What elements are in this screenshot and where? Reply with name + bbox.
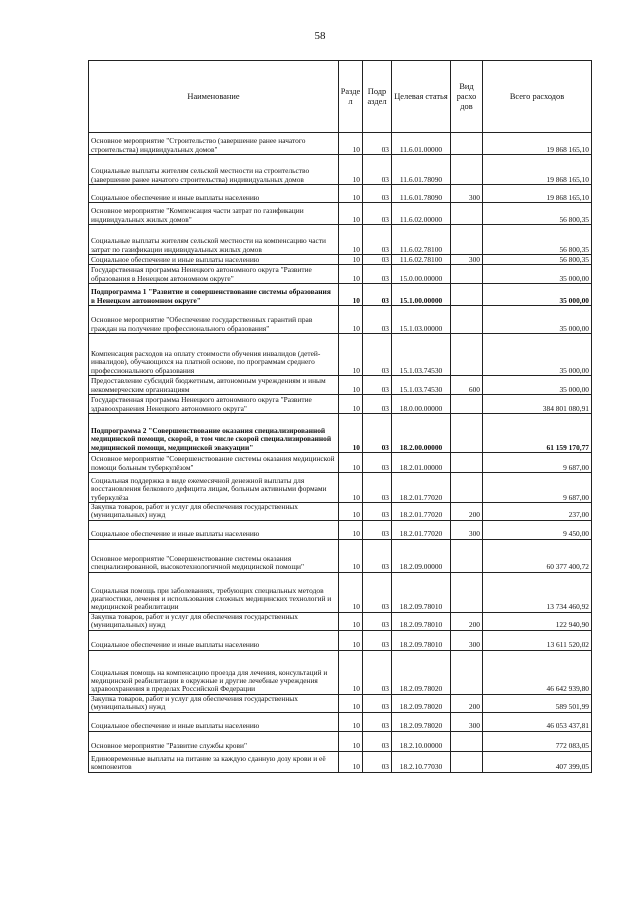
header-target: Целевая статья	[392, 61, 451, 133]
row-amount-cell: 35 000,00	[483, 306, 592, 334]
table-row	[89, 453, 592, 473]
row-target-cell: 15.0.00.00000	[392, 265, 451, 284]
row-section-cell: 10	[339, 185, 363, 203]
row-amount-cell: 122 940,90	[483, 612, 592, 630]
table-row	[89, 265, 592, 284]
row-kind-cell	[451, 203, 483, 225]
row-amount-cell: 56 800,35	[483, 225, 592, 255]
row-amount-cell: 589 501,99	[483, 694, 592, 712]
row-kind-cell: 300	[451, 520, 483, 539]
row-section-cell: 10	[339, 712, 363, 731]
row-subsection-cell: 03	[363, 225, 392, 255]
row-amount-cell: 9 687,00	[483, 453, 592, 473]
row-kind-cell	[451, 155, 483, 185]
row-target-cell: 18.2.01.00000	[392, 453, 451, 473]
page-number: 58	[314, 30, 326, 42]
table-row	[89, 572, 592, 612]
row-name-cell: Основное мероприятие "Обеспечение государственных гарантий прав граждан на получение профессионального образования"	[89, 306, 339, 334]
row-target-cell: 18.2.09.00000	[392, 539, 451, 572]
row-target-cell: 18.2.09.78010	[392, 630, 451, 650]
table-row	[89, 376, 592, 395]
row-target-cell: 11.6.01.00000	[392, 133, 451, 155]
row-section-cell: 10	[339, 265, 363, 284]
row-name-cell: Социальное обеспечение и иные выплаты населению	[89, 712, 339, 731]
row-kind-cell	[451, 395, 483, 414]
table-row	[89, 520, 592, 539]
row-kind-cell	[451, 473, 483, 503]
row-target-cell: 15.1.03.00000	[392, 306, 451, 334]
row-name-cell: Социальное обеспечение и иные выплаты населению	[89, 630, 339, 650]
row-kind-cell: 600	[451, 376, 483, 395]
row-target-cell: 18.2.09.78010	[392, 612, 451, 630]
row-kind-cell	[451, 306, 483, 334]
table-row	[89, 334, 592, 376]
row-target-cell: 11.6.02.00000	[392, 203, 451, 225]
row-target-cell: 18.2.10.77030	[392, 751, 451, 772]
row-section-cell: 10	[339, 694, 363, 712]
header-section: Разде л	[339, 61, 363, 133]
row-name-cell: Социальное обеспечение и иные выплаты населению	[89, 520, 339, 539]
row-section-cell: 10	[339, 306, 363, 334]
table-row	[89, 203, 592, 225]
row-target-cell: 18.2.01.77020	[392, 503, 451, 521]
row-amount-cell: 56 800,35	[483, 203, 592, 225]
row-target-cell: 18.2.01.77020	[392, 473, 451, 503]
row-subsection-cell: 03	[363, 255, 392, 265]
row-amount-cell: 19 868 165,10	[483, 185, 592, 203]
row-amount-cell: 9 450,00	[483, 520, 592, 539]
row-amount-cell: 13 734 460,92	[483, 572, 592, 612]
row-target-cell: 11.6.01.78090	[392, 155, 451, 185]
row-name-cell: Основное мероприятие "Совершенствование системы оказания медицинской помощи больным туберкулёзом"	[89, 453, 339, 473]
header-kind: Вид расхо дов	[451, 61, 483, 133]
row-section-cell: 10	[339, 503, 363, 521]
table-header-row	[89, 61, 592, 133]
row-subsection-cell: 03	[363, 630, 392, 650]
row-subsection-cell: 03	[363, 503, 392, 521]
header-total: Всего расходов	[483, 61, 592, 133]
row-section-cell: 10	[339, 376, 363, 395]
row-kind-cell	[451, 572, 483, 612]
row-kind-cell	[451, 453, 483, 473]
table-row	[89, 712, 592, 731]
row-kind-cell: 200	[451, 503, 483, 521]
table-row	[89, 255, 592, 265]
row-section-cell: 10	[339, 203, 363, 225]
row-name-cell: Подпрограмма 1 "Развитие и совершенствование системы образования в Ненецком автономном округе"	[89, 284, 339, 306]
table-row	[89, 133, 592, 155]
row-section-cell: 10	[339, 255, 363, 265]
row-subsection-cell: 03	[363, 539, 392, 572]
row-subsection-cell: 03	[363, 265, 392, 284]
row-amount-cell: 35 000,00	[483, 376, 592, 395]
row-kind-cell	[451, 539, 483, 572]
table-row	[89, 306, 592, 334]
row-name-cell: Закупка товаров, работ и услуг для обеспечения государственных (муниципальных) нужд	[89, 612, 339, 630]
row-subsection-cell: 03	[363, 414, 392, 453]
row-section-cell: 10	[339, 334, 363, 376]
row-amount-cell: 60 377 400,72	[483, 539, 592, 572]
row-name-cell: Основное мероприятие "Развитие службы крови"	[89, 731, 339, 751]
row-target-cell: 15.1.00.00000	[392, 284, 451, 306]
row-subsection-cell: 03	[363, 751, 392, 772]
table-row	[89, 473, 592, 503]
row-subsection-cell: 03	[363, 612, 392, 630]
row-kind-cell	[451, 284, 483, 306]
row-kind-cell: 300	[451, 255, 483, 265]
row-section-cell: 10	[339, 520, 363, 539]
table-row	[89, 284, 592, 306]
row-target-cell: 11.6.02.78100	[392, 225, 451, 255]
row-section-cell: 10	[339, 751, 363, 772]
table-row	[89, 612, 592, 630]
row-section-cell: 10	[339, 650, 363, 694]
row-amount-cell: 46 642 939,80	[483, 650, 592, 694]
row-kind-cell: 300	[451, 630, 483, 650]
row-kind-cell	[451, 265, 483, 284]
row-target-cell: 18.2.09.78020	[392, 694, 451, 712]
row-section-cell: 10	[339, 395, 363, 414]
row-amount-cell: 384 801 080,91	[483, 395, 592, 414]
row-target-cell: 18.2.10.00000	[392, 731, 451, 751]
row-target-cell: 18.2.00.00000	[392, 414, 451, 453]
table-row	[89, 694, 592, 712]
row-subsection-cell: 03	[363, 572, 392, 612]
row-section-cell: 10	[339, 414, 363, 453]
row-amount-cell: 61 159 170,77	[483, 414, 592, 453]
row-name-cell: Социальные выплаты жителям сельской местности на строительство (завершение ранее начатого строительства) индивидуальных домов	[89, 155, 339, 185]
row-name-cell: Социальная помощь при заболеваниях, требующих специальных методов диагностики, лечения и использования сложных медицинских технологий и медицинской реабилитации	[89, 572, 339, 612]
row-kind-cell	[451, 225, 483, 255]
row-name-cell: Закупка товаров, работ и услуг для обеспечения государственных (муниципальных) нужд	[89, 503, 339, 521]
expenditure-table	[88, 60, 592, 773]
row-target-cell: 15.1.03.74530	[392, 334, 451, 376]
row-target-cell: 15.1.03.74530	[392, 376, 451, 395]
row-name-cell: Социальная помощь на компенсацию проезда для лечения, консультаций и медицинской реабилитации в окружные и другие лечебные учреждения здравоохранения в пределах Российской Федерации	[89, 650, 339, 694]
row-section-cell: 10	[339, 630, 363, 650]
row-target-cell: 11.6.01.78090	[392, 185, 451, 203]
row-kind-cell	[451, 414, 483, 453]
row-amount-cell: 35 000,00	[483, 284, 592, 306]
row-name-cell: Социальное обеспечение и иные выплаты населению	[89, 185, 339, 203]
row-name-cell: Государственная программа Ненецкого автономного округа "Развитие образования в Ненецком автономном округе"	[89, 265, 339, 284]
row-subsection-cell: 03	[363, 395, 392, 414]
header-name: Наименование	[89, 61, 339, 133]
row-section-cell: 10	[339, 453, 363, 473]
row-amount-cell: 35 000,00	[483, 334, 592, 376]
row-subsection-cell: 03	[363, 712, 392, 731]
row-name-cell: Предоставление субсидий бюджетным, автономным учреждениям и иным некоммерческим организациям	[89, 376, 339, 395]
row-kind-cell	[451, 133, 483, 155]
row-section-cell: 10	[339, 155, 363, 185]
row-subsection-cell: 03	[363, 185, 392, 203]
row-name-cell: Подпрограмма 2 "Совершенствование оказания специализированной медицинской помощи, скорой, в том числе скорой специализированной медицинской помощи, медицинской эвакуации"	[89, 414, 339, 453]
row-name-cell: Социальные выплаты жителям сельской местности на компенсацию части затрат по газификации индивидуальных жилых домов	[89, 225, 339, 255]
row-name-cell: Основное мероприятие "Совершенствование системы оказания специализированной, высокотехнологичной медицинской помощи"	[89, 539, 339, 572]
row-subsection-cell: 03	[363, 334, 392, 376]
row-kind-cell: 200	[451, 612, 483, 630]
row-amount-cell: 772 083,05	[483, 731, 592, 751]
row-amount-cell: 407 399,05	[483, 751, 592, 772]
row-kind-cell: 200	[451, 694, 483, 712]
row-kind-cell	[451, 334, 483, 376]
table-row	[89, 751, 592, 772]
row-kind-cell: 300	[451, 712, 483, 731]
row-name-cell: Социальная поддержка в виде ежемесячной денежной выплаты для восстановления белкового дефицита лицам, больным активными формами туберкулёза	[89, 473, 339, 503]
row-name-cell: Основное мероприятие "Строительство (завершение ранее начатого строительства) индивидуальных домов"	[89, 133, 339, 155]
row-target-cell: 18.2.09.78020	[392, 712, 451, 731]
row-subsection-cell: 03	[363, 473, 392, 503]
table-row	[89, 155, 592, 185]
row-subsection-cell: 03	[363, 694, 392, 712]
row-section-cell: 10	[339, 539, 363, 572]
table-row	[89, 630, 592, 650]
table-row	[89, 414, 592, 453]
row-subsection-cell: 03	[363, 306, 392, 334]
row-name-cell: Основное мероприятие "Компенсация части затрат по газификации индивидуальных жилых домов"	[89, 203, 339, 225]
row-amount-cell: 19 868 165,10	[483, 133, 592, 155]
table-row	[89, 539, 592, 572]
table-row	[89, 395, 592, 414]
row-name-cell: Единовременные выплаты на питание за каждую сданную дозу крови и её компонентов	[89, 751, 339, 772]
row-target-cell: 18.2.09.78010	[392, 572, 451, 612]
row-subsection-cell: 03	[363, 203, 392, 225]
table-row	[89, 185, 592, 203]
row-name-cell: Компенсация расходов на оплату стоимости обучения инвалидов (детей-инвалидов), обучающихся на платной основе, по программам среднего профессионального образования	[89, 334, 339, 376]
row-target-cell: 18.2.09.78020	[392, 650, 451, 694]
row-amount-cell: 13 611 520,02	[483, 630, 592, 650]
table-row	[89, 731, 592, 751]
row-amount-cell: 9 687,00	[483, 473, 592, 503]
row-subsection-cell: 03	[363, 453, 392, 473]
table-row	[89, 650, 592, 694]
table-row	[89, 503, 592, 521]
row-section-cell: 10	[339, 731, 363, 751]
row-section-cell: 10	[339, 572, 363, 612]
row-amount-cell: 35 000,00	[483, 265, 592, 284]
table-row	[89, 225, 592, 255]
row-section-cell: 10	[339, 225, 363, 255]
row-subsection-cell: 03	[363, 731, 392, 751]
row-section-cell: 10	[339, 284, 363, 306]
row-name-cell: Социальное обеспечение и иные выплаты населению	[89, 255, 339, 265]
row-subsection-cell: 03	[363, 155, 392, 185]
row-name-cell: Государственная программа Ненецкого автономного округа "Развитие здравоохранения Ненецкого автономного округа"	[89, 395, 339, 414]
row-amount-cell: 46 053 437,81	[483, 712, 592, 731]
row-subsection-cell: 03	[363, 284, 392, 306]
row-subsection-cell: 03	[363, 376, 392, 395]
row-kind-cell	[451, 751, 483, 772]
header-subsection: Подр аздел	[363, 61, 392, 133]
row-kind-cell: 300	[451, 185, 483, 203]
row-kind-cell	[451, 731, 483, 751]
row-name-cell: Закупка товаров, работ и услуг для обеспечения государственных (муниципальных) нужд	[89, 694, 339, 712]
row-subsection-cell: 03	[363, 650, 392, 694]
row-kind-cell	[451, 650, 483, 694]
row-target-cell: 11.6.02.78100	[392, 255, 451, 265]
row-subsection-cell: 03	[363, 520, 392, 539]
row-amount-cell: 56 800,35	[483, 255, 592, 265]
row-target-cell: 18.2.01.77020	[392, 520, 451, 539]
row-amount-cell: 237,00	[483, 503, 592, 521]
row-target-cell: 18.0.00.00000	[392, 395, 451, 414]
row-section-cell: 10	[339, 473, 363, 503]
row-section-cell: 10	[339, 133, 363, 155]
row-amount-cell: 19 868 165,10	[483, 155, 592, 185]
row-section-cell: 10	[339, 612, 363, 630]
row-subsection-cell: 03	[363, 133, 392, 155]
